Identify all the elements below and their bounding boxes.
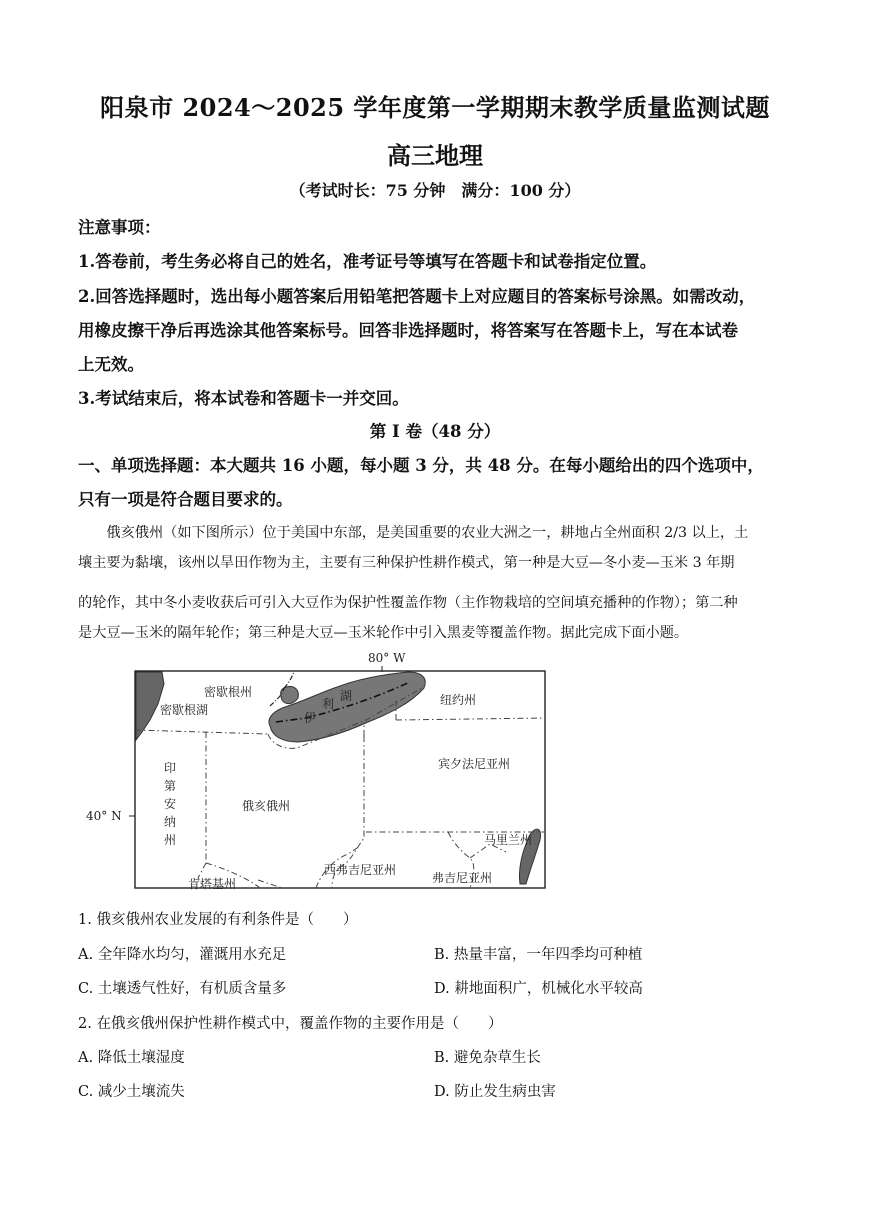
map-label-virginia: 弗吉尼亚州	[432, 871, 493, 885]
passage-line-4: 是大豆—玉米的隔年轮作；第三种是大豆—玉米轮作中引入黑麦等覆盖作物。据此完成下面小题。	[78, 625, 689, 641]
part1-instructions-line1: 一、单项选择题：本大题共 16 小题，每小题 3 分，共 48 分。在每小题给出的四个选项中，	[78, 456, 764, 475]
map-label-indiana-2: 第	[164, 779, 177, 793]
exam-info: （考试时长：75 分钟 满分：100 分）	[289, 181, 581, 200]
map-label-indiana-3: 安	[164, 797, 177, 811]
notice-item-2-line1: 2.回答选择题时，选出每小题答案后用铅笔把答题卡上对应题目的答案标号涂黑。如需改动，	[78, 287, 756, 306]
map-label-ohio: 俄亥俄州	[242, 799, 291, 813]
ohio-map	[70, 648, 590, 896]
map-label-maryland: 马里兰州	[484, 833, 533, 847]
map-label-newyork: 纽约州	[440, 693, 477, 707]
map-label-indiana-4: 纳	[164, 815, 177, 829]
passage-line-1: 俄亥俄州（如下图所示）位于美国中东部，是美国重要的农业大洲之一，耕地占全州面积 2/3 以上，土	[78, 525, 749, 541]
passage-line-2: 壤主要为黏壤，该州以旱田作物为主，主要有三种保护性耕作模式，第一种是大豆—冬小麦—玉米 3 年期	[78, 555, 735, 571]
volume-heading: 第 Ⅰ 卷（48 分）	[369, 422, 501, 441]
notice-item-1: 1.答卷前，考生务必将自己的姓名，准考证号等填写在答题卡和试卷指定位置。	[78, 252, 657, 271]
question-2-option-b: B. 避免杂草生长	[434, 1050, 541, 1066]
question-2-option-d: D. 防止发生病虫害	[434, 1084, 556, 1100]
map-label-erie-3: 湖	[340, 689, 353, 703]
map-lat-label: 40° N	[86, 809, 122, 823]
map-label-erie-2: 利	[322, 697, 335, 711]
question-1-option-d: D. 耕地面积广，机械化水平较高	[434, 981, 643, 997]
map-label-kentucky: 肯塔基州	[188, 877, 237, 891]
map-label-pennsylvania: 宾夕法尼亚州	[438, 757, 511, 771]
part1-instructions-line2: 只有一项是符合题目要求的。	[78, 490, 293, 509]
map-label-indiana-5: 州	[164, 833, 177, 847]
exam-subject: 高三地理	[387, 141, 483, 170]
notice-item-2-line3: 上无效。	[78, 355, 144, 374]
question-1-option-b: B. 热量丰富，一年四季均可种植	[434, 947, 643, 963]
exam-title: 阳泉市 2024～2025 学年度第一学期期末教学质量监测试题	[100, 93, 770, 122]
map-label-indiana-1: 印	[164, 761, 177, 775]
passage-line-3: 的轮作，其中冬小麦收获后可引入大豆作为保护性覆盖作物（主作物栽培的空间填充播种的作物）；第二种	[78, 595, 738, 611]
question-1-option-c: C. 土壤透气性好，有机质含量多	[78, 981, 287, 997]
map-label-michigan: 密歇根州	[204, 685, 253, 699]
question-1-option-a: A. 全年降水均匀，灌溉用水充足	[78, 947, 287, 963]
question-2-option-a: A. 降低土壤湿度	[78, 1050, 185, 1066]
map-lon-label: 80° W	[368, 651, 406, 665]
notice-heading: 注意事项：	[78, 218, 161, 237]
question-2-option-c: C. 减少土壤流失	[78, 1084, 185, 1100]
map-label-lake-michigan: 密歇根湖	[160, 703, 209, 717]
question-1-stem: 1. 俄亥俄州农业发展的有利条件是（ ）	[78, 912, 358, 928]
notice-item-2-line2: 用橡皮擦干净后再选涂其他答案标号。回答非选择题时，将答案写在答题卡上，写在本试卷	[78, 321, 738, 340]
notice-item-3: 3.考试结束后，将本试卷和答题卡一并交回。	[78, 389, 409, 408]
question-2-stem: 2. 在俄亥俄州保护性耕作模式中，覆盖作物的主要作用是（ ）	[78, 1016, 503, 1032]
map-label-westvirginia: 西弗吉尼亚州	[324, 863, 397, 877]
map-label-erie-1: 伊	[304, 711, 317, 725]
